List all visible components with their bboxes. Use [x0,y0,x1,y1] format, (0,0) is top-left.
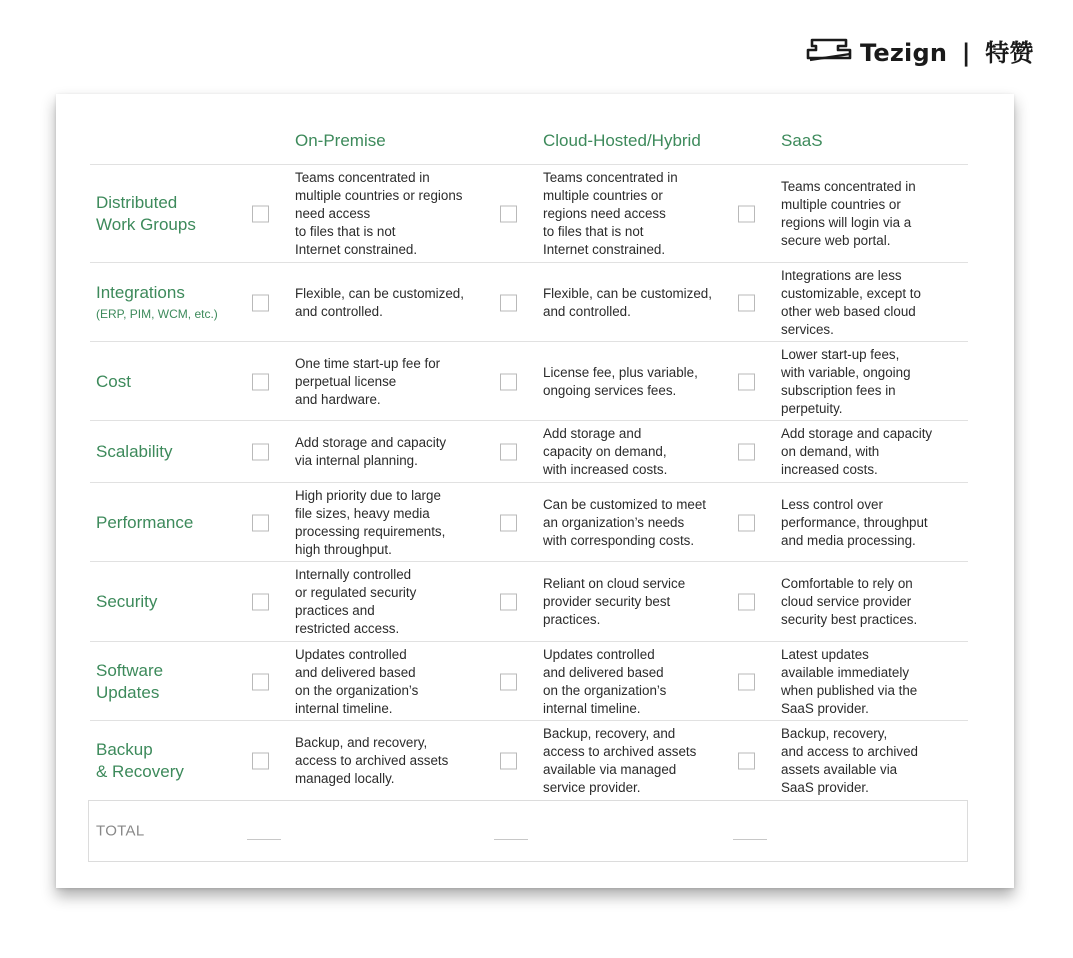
checkbox-cloud-hosted[interactable] [500,514,517,531]
column-header-on-premise: On-Premise [295,131,386,150]
row-label: Distributed Work Groups [96,193,196,234]
total-blank-cloud-hosted[interactable] [494,839,528,840]
cell-cloud-hosted: Teams concentrated in multiple countries or regions need access to files that is not Internet constrained. [543,170,678,257]
row-cost [90,341,968,421]
checkbox-cloud-hosted[interactable] [500,673,517,690]
total-row [88,800,968,862]
row-security [90,561,968,642]
total-blank-on-premise[interactable] [247,839,281,840]
tezign-logo-icon [806,36,852,64]
checkbox-saas[interactable] [738,673,755,690]
cell-cloud-hosted: License fee, plus variable, ongoing services fees. [543,364,698,398]
column-header-row [56,94,1014,164]
row-label: Backup & Recovery [96,740,184,781]
cell-on-premise: Updates controlled and delivered based on the organization’s internal timeline. [295,646,419,716]
cell-cloud-hosted: Flexible, can be customized, and controlled. [543,285,712,319]
checkbox-cloud-hosted[interactable] [500,753,517,770]
row-performance [90,482,968,562]
checkbox-cloud-hosted[interactable] [500,373,517,390]
row-integrations [90,262,968,342]
row-label: Cost [96,371,131,391]
checkbox-cloud-hosted[interactable] [500,444,517,461]
cell-saas: Less control over performance, throughput and media processing. [781,496,928,548]
cell-saas: Latest updates available immediately when published via the SaaS provider. [781,646,918,716]
checkbox-on-premise[interactable] [252,294,269,311]
checkbox-saas[interactable] [738,753,755,770]
checkbox-on-premise[interactable] [252,444,269,461]
cell-saas: Comfortable to rely on cloud service provider security best practices. [781,576,918,627]
brand-name-chinese: 特赞 [985,38,1034,67]
row-label-main: Integrations [96,282,185,302]
cell-on-premise: Internally controlled or regulated security practices and restricted access. [295,567,417,636]
cell-saas: Integrations are less customizable, except to other web based cloud services. [781,267,921,337]
checkbox-cloud-hosted[interactable] [500,206,517,223]
brand-name: Tezign [860,38,948,67]
checkbox-saas[interactable] [738,594,755,611]
total-label: TOTAL [96,822,145,840]
row-label: Performance [96,512,194,532]
cell-saas: Backup, recovery, and access to archived assets available via SaaS provider. [781,726,918,795]
row-software-updates [90,641,968,721]
checkbox-on-premise[interactable] [252,206,269,223]
cell-cloud-hosted: Add storage and capacity on demand, with increased costs. [543,426,668,477]
row-label: Scalability [96,442,173,461]
cell-cloud-hosted: Can be customized to meet an organization’s needs with corresponding costs. [543,496,707,548]
checkbox-on-premise[interactable] [252,673,269,690]
row-scalability [90,420,968,483]
brand-logo [806,33,1034,67]
checkbox-on-premise[interactable] [252,594,269,611]
cell-on-premise: Flexible, can be customized, and controlled. [295,285,464,319]
cell-on-premise: Add storage and capacity via internal planning. [295,435,447,468]
cell-saas: Lower start-up fees, with variable, ongoing subscription fees in perpetuity. [781,346,911,416]
checkbox-saas[interactable] [738,373,755,390]
checkbox-saas[interactable] [738,206,755,223]
cell-saas: Add storage and capacity on demand, with increased costs. [781,426,933,477]
total-blank-saas[interactable] [733,839,767,840]
checkbox-on-premise[interactable] [252,514,269,531]
checkbox-on-premise[interactable] [252,373,269,390]
cell-on-premise: Teams concentrated in multiple countries or regions need access to files that is not Internet constrained. [295,170,463,257]
brand-separator: | [961,38,971,67]
column-header-saas: SaaS [781,131,823,150]
checkbox-saas[interactable] [738,294,755,311]
cell-cloud-hosted: Reliant on cloud service provider security best practices. [543,576,686,627]
cell-on-premise: One time start-up fee for perpetual license and hardware. [295,355,441,407]
checkbox-on-premise[interactable] [252,753,269,770]
cell-cloud-hosted: Updates controlled and delivered based on the organization’s internal timeline. [543,646,667,716]
cell-on-premise: Backup, and recovery, access to archived assets managed locally. [295,735,449,786]
row-backup-recovery [90,720,968,801]
comparison-card [56,94,1014,888]
checkbox-saas[interactable] [738,444,755,461]
column-header-cloud-hosted-hybrid: Cloud-Hosted/Hybrid [543,131,701,150]
checkbox-cloud-hosted[interactable] [500,594,517,611]
checkbox-cloud-hosted[interactable] [500,294,517,311]
row-label-sub: (ERP, PIM, WCM, etc.) [96,306,218,321]
cell-saas: Teams concentrated in multiple countries or regions will login via a secure web portal. [781,179,916,248]
row-label: Software Updates [96,660,164,702]
row-label [96,282,218,324]
row-distributed-work-groups [90,164,968,263]
checkbox-saas[interactable] [738,514,755,531]
row-label: Security [96,592,158,611]
cell-on-premise: High priority due to large file sizes, heavy media processing requirements, high throughput. [295,487,446,557]
cell-cloud-hosted: Backup, recovery, and access to archived assets available via managed service provider. [543,726,697,795]
